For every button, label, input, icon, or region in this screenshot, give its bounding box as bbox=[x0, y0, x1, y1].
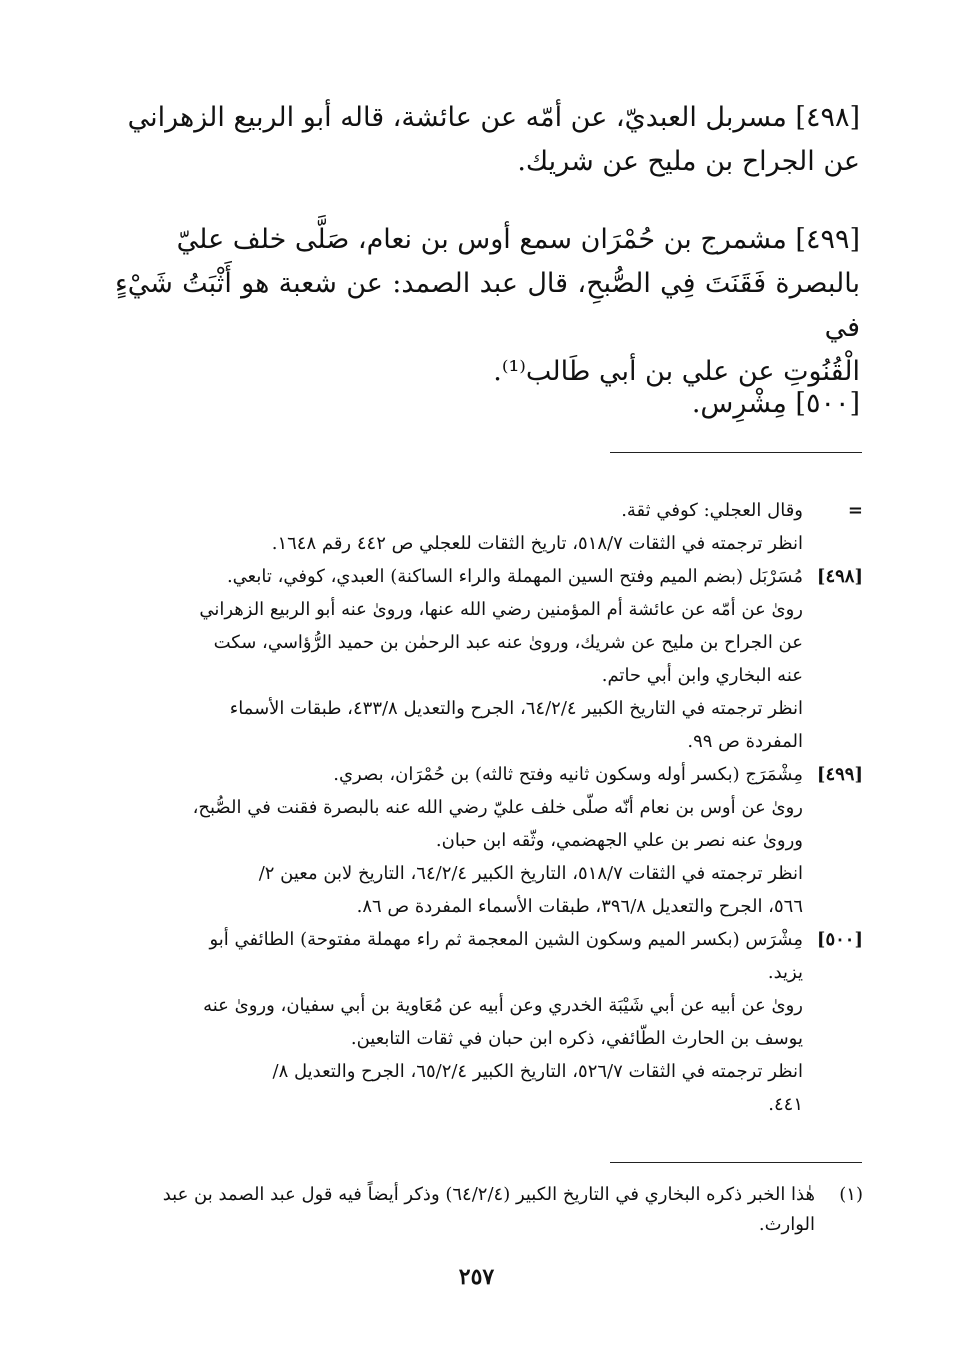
entry-line: [٤٩٩] مشمرج بن حُمْرَان سمع أوس بن نعام، صَلَّى خلف عليّ bbox=[176, 224, 860, 255]
note-entry-500 bbox=[108, 923, 863, 989]
note-line: انظر ترجمته في الثقات ٥١٨/٧، التاريخ الكبير ٦٤/٢/٤، التاريخ لابن معين ٢/ bbox=[258, 863, 803, 884]
footnote-line: هٰذا الخبر ذكره البخاري في التاريخ الكبير (٦٤/٢/٤) وذكر أيضاً فيه قول عبد الصمد بن عبد bbox=[162, 1184, 815, 1205]
footnote-separator bbox=[610, 1162, 862, 1163]
note-reference bbox=[108, 527, 863, 560]
entry-499 bbox=[115, 218, 860, 394]
commentary bbox=[108, 494, 863, 1121]
note-line: انظر ترجمته في الثقات ٥١٨/٧، تاريخ الثقات للعجلي ص ٤٤٢ رقم ١٦٤٨. bbox=[271, 533, 803, 554]
footnote bbox=[108, 1180, 863, 1240]
entry-line: بالبصرة فَقَنَتَ فِي الصُّبحِ، قال عبد الصمد: عن شعبة هو أَثْبَتُ شَيْءٍ في bbox=[115, 268, 860, 343]
footnote-marker: (١) bbox=[839, 1184, 863, 1205]
note-entry-499 bbox=[108, 758, 863, 791]
note-line: المفردة ص ٩٩. bbox=[687, 731, 803, 752]
entry-498 bbox=[115, 96, 860, 184]
note-line: انظر ترجمته في الثقات ٥٢٦/٧، التاريخ الكبير ٦٥/٢/٤، الجرح والتعديل ٨/ bbox=[272, 1061, 803, 1082]
note-line: عن الجراح بن مليح عن شريك، وروىٰ عنه عبد الرحمٰن بن حميد الرُّؤاسي، سكت bbox=[213, 632, 803, 653]
note-paragraph bbox=[108, 593, 863, 692]
main-separator bbox=[610, 452, 862, 453]
entry-line: [٤٩٨] مسربل العبديّ، عن أمّه عن عائشة، قاله أبو الربيع الزهراني bbox=[127, 102, 860, 133]
note-line: مُسَرْبَل (بضم الميم وفتح السين المهملة والراء الساكنة) العبدي، كوفي، تابعي. bbox=[226, 566, 803, 587]
page-number: ٢٥٧ bbox=[458, 1264, 495, 1290]
note-paragraph bbox=[108, 989, 863, 1055]
note-line: وروىٰ عنه نصر بن علي الجهضمي، وثّقه ابن حبان. bbox=[435, 830, 803, 851]
note-marker: [٤٩٩] bbox=[816, 764, 863, 785]
note-continuation bbox=[108, 494, 863, 527]
note-line: ٤٤١. bbox=[768, 1094, 803, 1115]
note-marker: [٥٠٠] bbox=[816, 929, 863, 950]
note-line: انظر ترجمته في التاريخ الكبير ٦٤/٢/٤، الجرح والتعديل ٤٣٣/٨، طبقات الأسماء bbox=[229, 698, 803, 719]
entry-500 bbox=[115, 382, 860, 426]
entry-line: [٥٠٠] مِشْرِس. bbox=[691, 388, 860, 419]
note-reference bbox=[108, 692, 863, 758]
note-line: عنه البخاري وابن أبي حاتم. bbox=[601, 665, 803, 686]
note-line: مِشْمَرَج (بكسر أوله وسكون ثانيه وفتح ثالثه) بن حُمْرَان، بصري. bbox=[333, 764, 803, 785]
note-reference bbox=[108, 1055, 863, 1121]
note-marker: [٤٩٨] bbox=[816, 566, 863, 587]
note-reference bbox=[108, 857, 863, 923]
note-line: يزيد. bbox=[767, 962, 803, 983]
entry-line: الْقُنُوتِ عن علي بن أبي طَالب⁽¹⁾. bbox=[493, 356, 860, 387]
note-line: يوسف بن الحارث الطّائفي، ذكره ابن حبان في ثقات التابعين. bbox=[350, 1028, 803, 1049]
note-line: روىٰ عن أبيه عن أبي شَيْبَة الخدري وعن أبيه عن مُعَاوية بن أبي سفيان، وروىٰ عنه bbox=[203, 995, 803, 1016]
note-line: وقال العجلي: كوفي ثقة. bbox=[621, 500, 803, 521]
entry-line: عن الجراح بن مليح عن شريك. bbox=[517, 146, 860, 177]
footnote-line: الوارث. bbox=[758, 1214, 815, 1235]
note-line: مِشْرَس (بكسر الميم وسكون الشين المعجمة ثم راء مهملة مفتوحة) الطائفي أبو bbox=[209, 929, 803, 950]
note-line: ٥٦٦، الجرح والتعديل ٣٩٦/٨، طبقات الأسماء المفردة ص ٨٦. bbox=[356, 896, 803, 917]
note-paragraph bbox=[108, 791, 863, 857]
note-line: روىٰ عن أمّه عن عائشة أم المؤمنين رضي الله عنها، وروىٰ عنه أبو الربيع الزهراني bbox=[199, 599, 803, 620]
note-line: روىٰ عن أوس بن نعام أنّه صلّى خلف عليّ رضي الله عنه بالبصرة فقنت في الصُّبح، bbox=[192, 797, 803, 818]
note-marker: = bbox=[847, 500, 863, 521]
note-entry-498 bbox=[108, 560, 863, 593]
